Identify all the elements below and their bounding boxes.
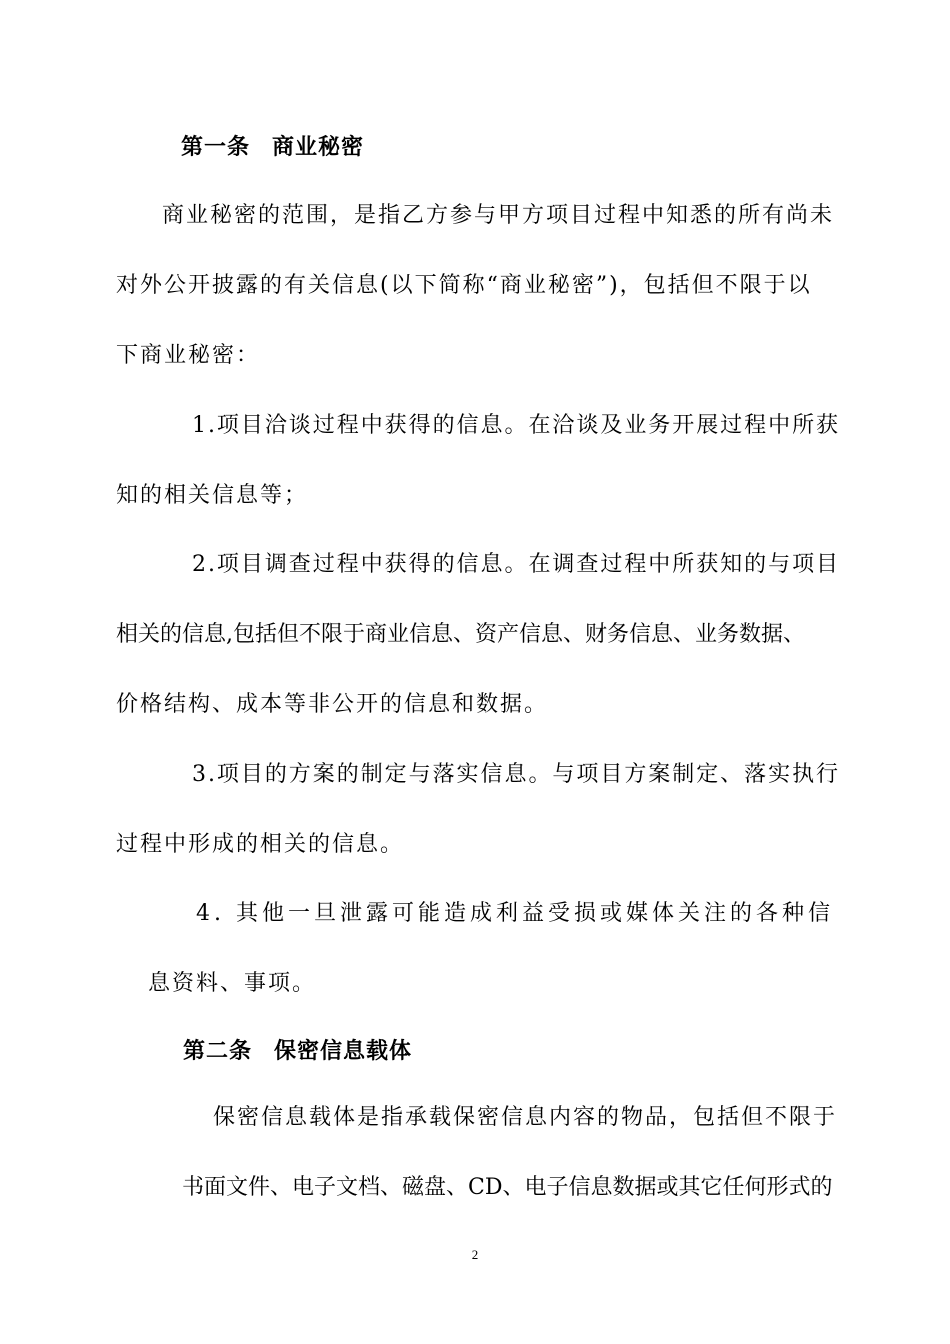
section-1-heading xyxy=(181,133,364,163)
item-1-line: 知的相关信息等； xyxy=(116,483,309,508)
item-3-line: 3.项目的方案的制定与落实信息。与项目方案制定、落实执行 xyxy=(192,762,840,787)
section-1-title: 商业秘密 xyxy=(272,135,365,160)
section-1-intro-line: 对外公开披露的有关信息(以下简称“商业秘密”)，包括但不限于以 xyxy=(116,273,812,298)
section-2-heading xyxy=(183,1037,412,1067)
section-2-title: 保密信息载体 xyxy=(274,1039,413,1064)
item-1-line: 1.项目洽谈过程中获得的信息。在洽谈及业务开展过程中所获 xyxy=(192,413,840,438)
item-2-line: 2.项目调查过程中获得的信息。在调查过程中所获知的与项目 xyxy=(192,552,840,577)
section-2-line: 书面文件、电子文档、磁盘、CD、电子信息数据或其它任何形式的 xyxy=(182,1175,833,1200)
item-2-line: 相关的信息,包括但不限于商业信息、资产信息、财务信息、业务数据、 xyxy=(116,622,805,647)
section-2-line: 保密信息载体是指承载保密信息内容的物品，包括但不限于 xyxy=(213,1105,838,1130)
section-2-number: 第二条 xyxy=(183,1039,253,1064)
page-number: 2 xyxy=(471,1247,479,1262)
section-1-number: 第一条 xyxy=(181,135,251,160)
item-4-line: 息资料、事项。 xyxy=(148,971,317,996)
section-1-intro-line: 商业秘密的范围，是指乙方参与甲方项目过程中知悉的所有尚未 xyxy=(162,203,835,228)
item-2-line: 价格结构、成本等非公开的信息和数据。 xyxy=(116,692,549,717)
section-1-intro-line: 下商业秘密： xyxy=(116,343,261,368)
item-3-line: 过程中形成的相关的信息。 xyxy=(116,832,405,857)
item-4-line: 4. 其他一旦泄露可能造成利益受损或媒体关注的各种信 xyxy=(196,901,834,926)
